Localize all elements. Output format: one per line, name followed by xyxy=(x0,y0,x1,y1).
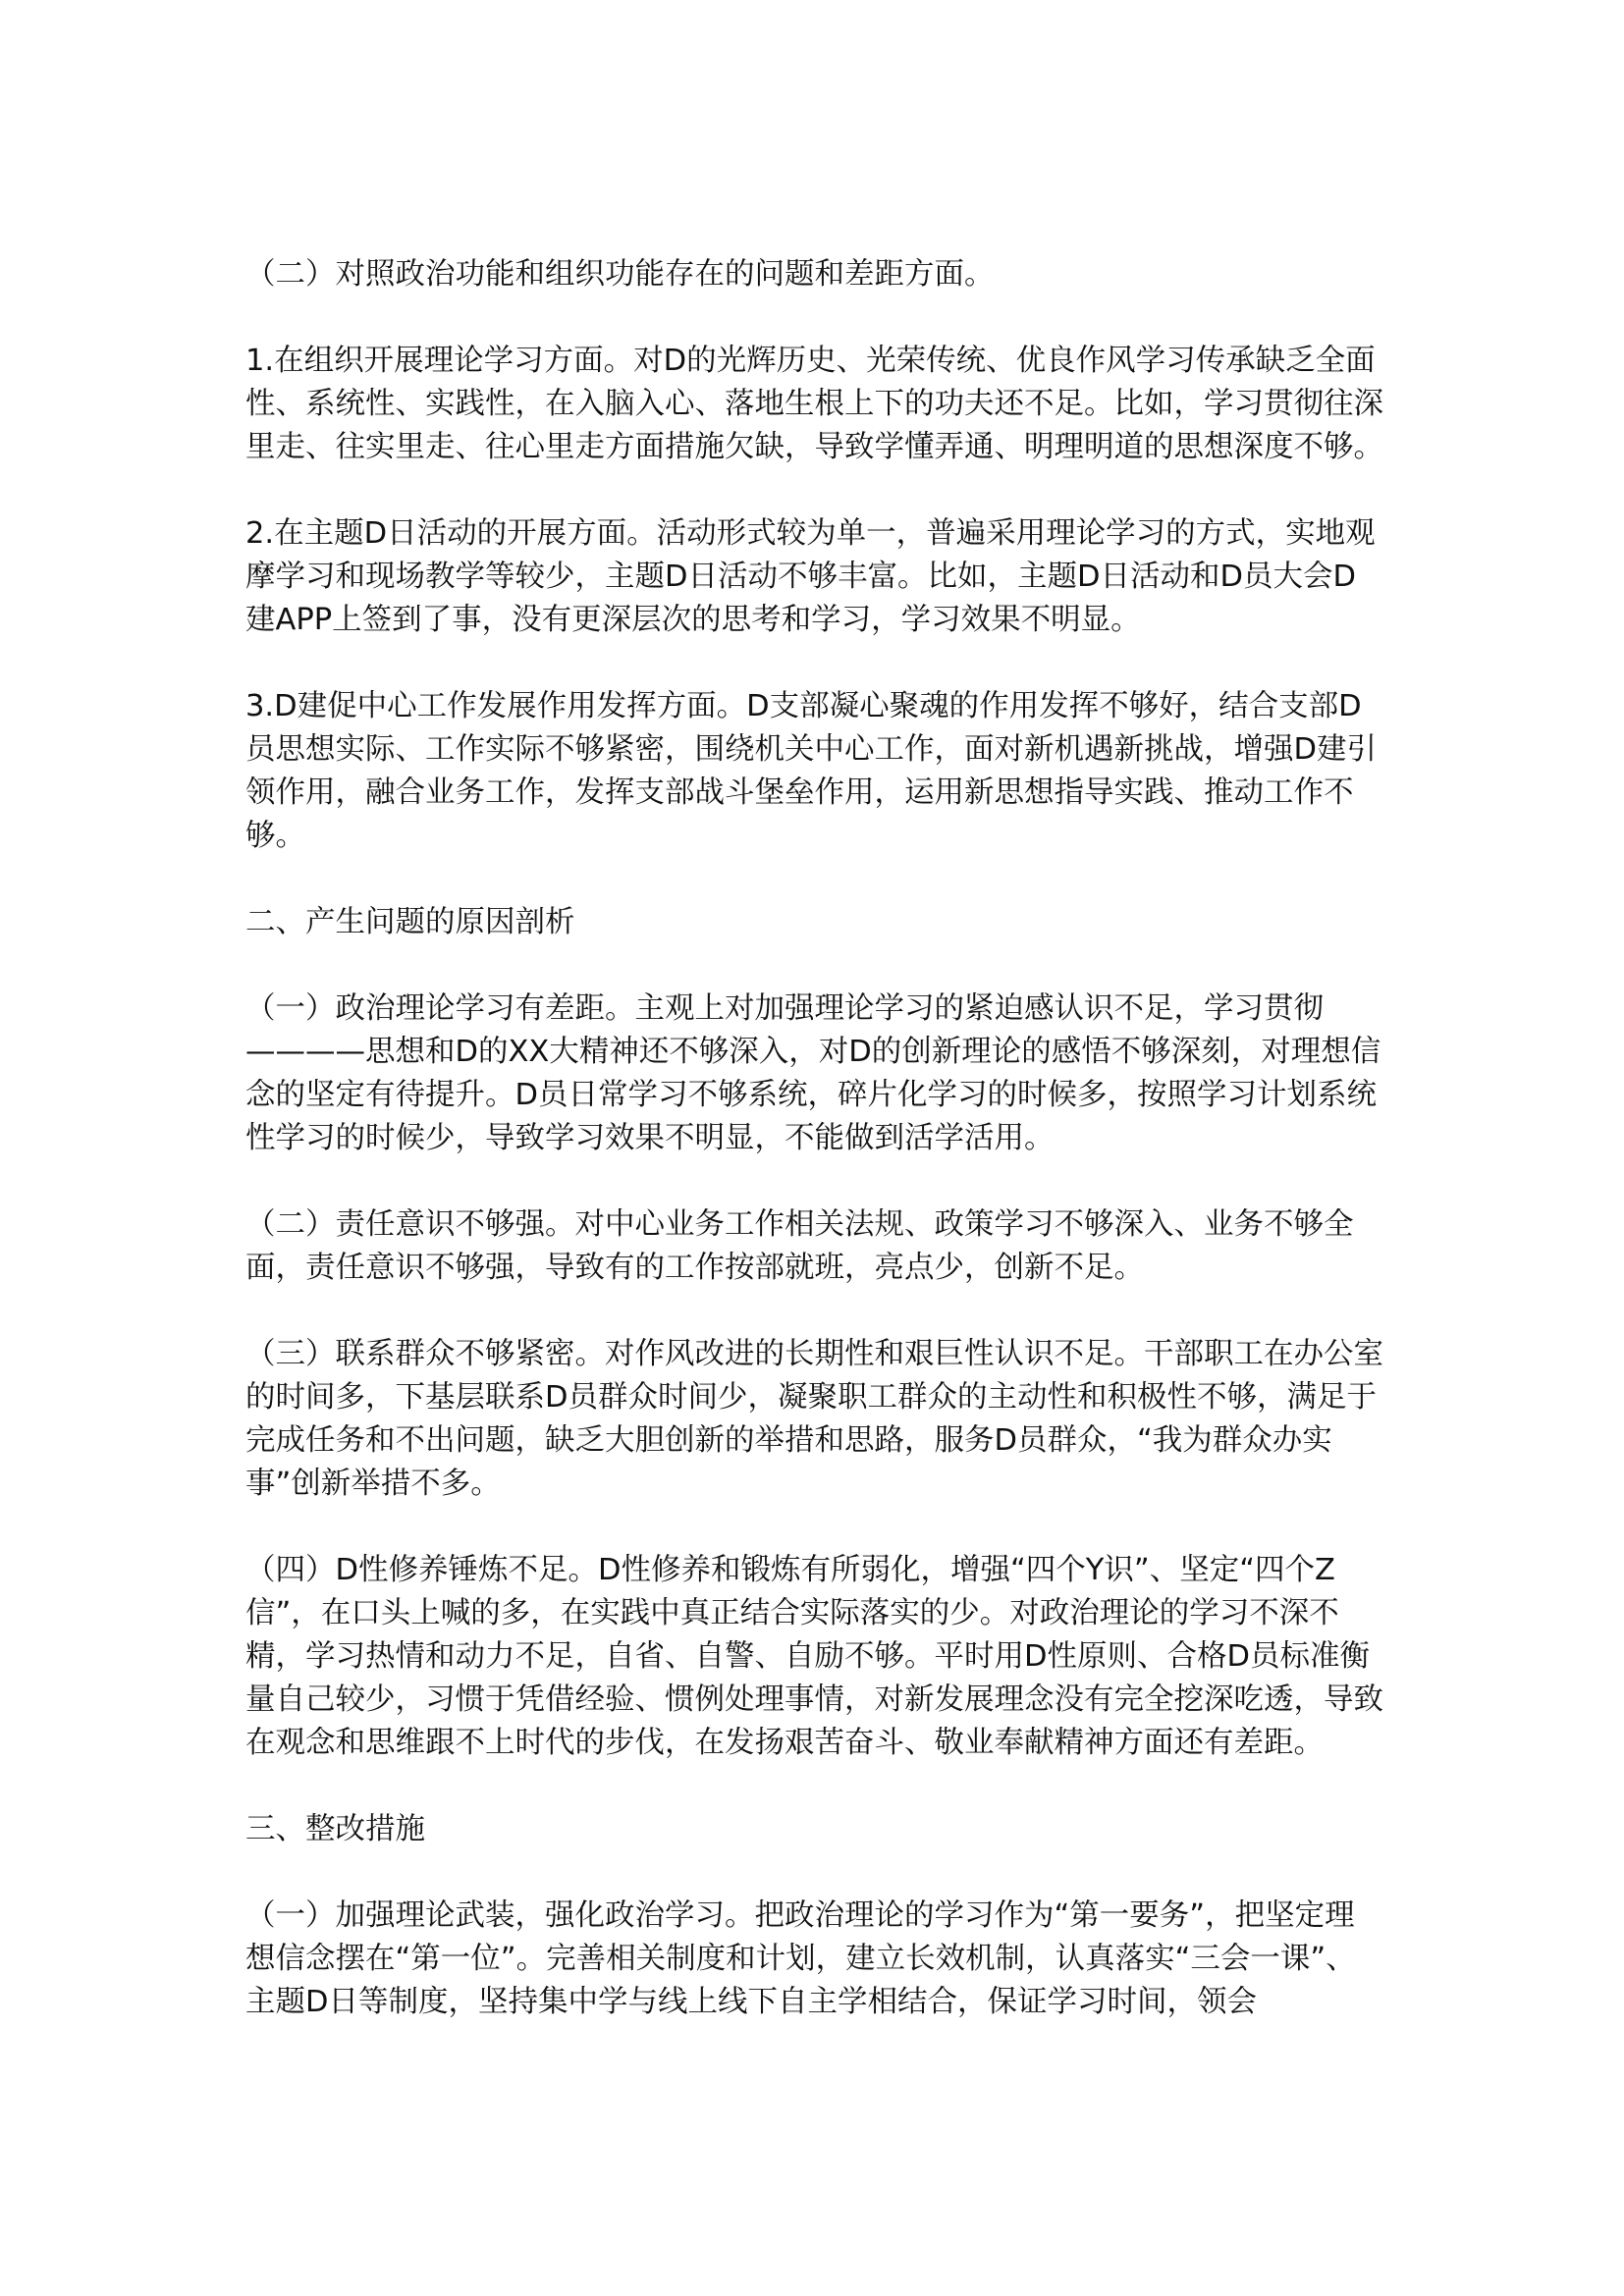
section-heading: 二、产生问题的原因剖析 xyxy=(245,905,575,939)
paragraph-gap xyxy=(245,469,1384,512)
paragraph-gap xyxy=(245,1765,1384,1808)
paragraph-gap xyxy=(245,1506,1384,1549)
section-subheading: （二）对照政治功能和组织功能存在的问题和差距方面。 xyxy=(245,257,995,292)
paragraph-gap xyxy=(245,1851,1384,1895)
body-paragraph: （二）责任意识不够强。对中心业务工作相关法规、政策学习不够深入、业务不够全面，责任意识不够强，导致有的工作按部就班，亮点少，创新不足。 xyxy=(245,1207,1354,1285)
paragraph-gap xyxy=(245,642,1384,685)
body-paragraph: 3.D建促中心工作发展作用发挥方面。D支部凝心聚魂的作用发挥不够好，结合支部D员思想实际、工作实际不够紧密，围绕机关中心工作，面对新机遇新挑战，增强D建引领作用，融合业务工作，发挥支部战斗堡垒作用，运用新思想指导实践、推动工作不够。 xyxy=(245,689,1377,853)
body-paragraph: （一）政治理论学习有差距。主观上对加强理论学习的紧迫感认识不足，学习贯彻————思想和D的XX大精神还不够深入，对D的创新理论的感悟不够深刻，对理想信念的坚定有待提升。D员日常学习不够系统，碎片化学习的时候多，按照学习计划系统性学习的时候少，导致学习效果不明显，不能做到活学活用。 xyxy=(245,991,1381,1155)
document-body xyxy=(245,253,1384,2024)
section-heading: 三、整改措施 xyxy=(245,1812,425,1846)
paragraph-gap xyxy=(245,858,1384,901)
body-paragraph: 1.在组织开展理论学习方面。对D的光辉历史、光荣传统、优良作风学习传承缺乏全面性、系统性、实践性，在入脑入心、落地生根上下的功夫还不足。比如，学习贯彻往深里走、往实里走、往心里走方面措施欠缺，导致学懂弄通、明理明道的思想深度不够。 xyxy=(245,344,1383,464)
body-paragraph: （四）D性修养锤炼不足。D性修养和锻炼有所弱化，增强“四个Y识”、坚定“四个Z信”，在口头上喊的多，在实践中真正结合实际落实的少。对政治理论的学习不深不精，学习热情和动力不足，自省、自警、自励不够。平时用D性原则、合格D员标准衡量自己较少，习惯于凭借经验、惯例处理事情，对新发展理念没有完全挖深吃透，导致在观念和思维跟不上时代的步伐，在发扬艰苦奋斗、敬业奉献精神方面还有差距。 xyxy=(245,1553,1383,1760)
paragraph-gap xyxy=(245,944,1384,988)
paragraph-gap xyxy=(245,1160,1384,1203)
body-paragraph: （一）加强理论武装，强化政治学习。把政治理论的学习作为“第一要务”，把坚定理想信念摆在“第一位”。完善相关制度和计划，建立长效机制，认真落实“三会一课”、主题D日等制度，坚持集中学与线上线下自主学相结合，保证学习时间，领会 xyxy=(245,1898,1356,2019)
paragraph-gap xyxy=(245,296,1384,340)
paragraph-gap xyxy=(245,1290,1384,1333)
body-paragraph: （三）联系群众不够紧密。对作风改进的长期性和艰巨性认识不足。干部职工在办公室的时间多，下基层联系D员群众时间少，凝聚职工群众的主动性和积极性不够，满足于完成任务和不出问题，缺乏大胆创新的举措和思路，服务D员群众，“我为群众办实事”创新举措不多。 xyxy=(245,1337,1383,1501)
body-paragraph: 2.在主题D日活动的开展方面。活动形式较为单一，普遍采用理论学习的方式，实地观摩学习和现场教学等较少，主题D日活动不够丰富。比如，主题D日活动和D员大会D建APP上签到了事，没有更深层次的思考和学习，学习效果不明显。 xyxy=(245,516,1376,637)
